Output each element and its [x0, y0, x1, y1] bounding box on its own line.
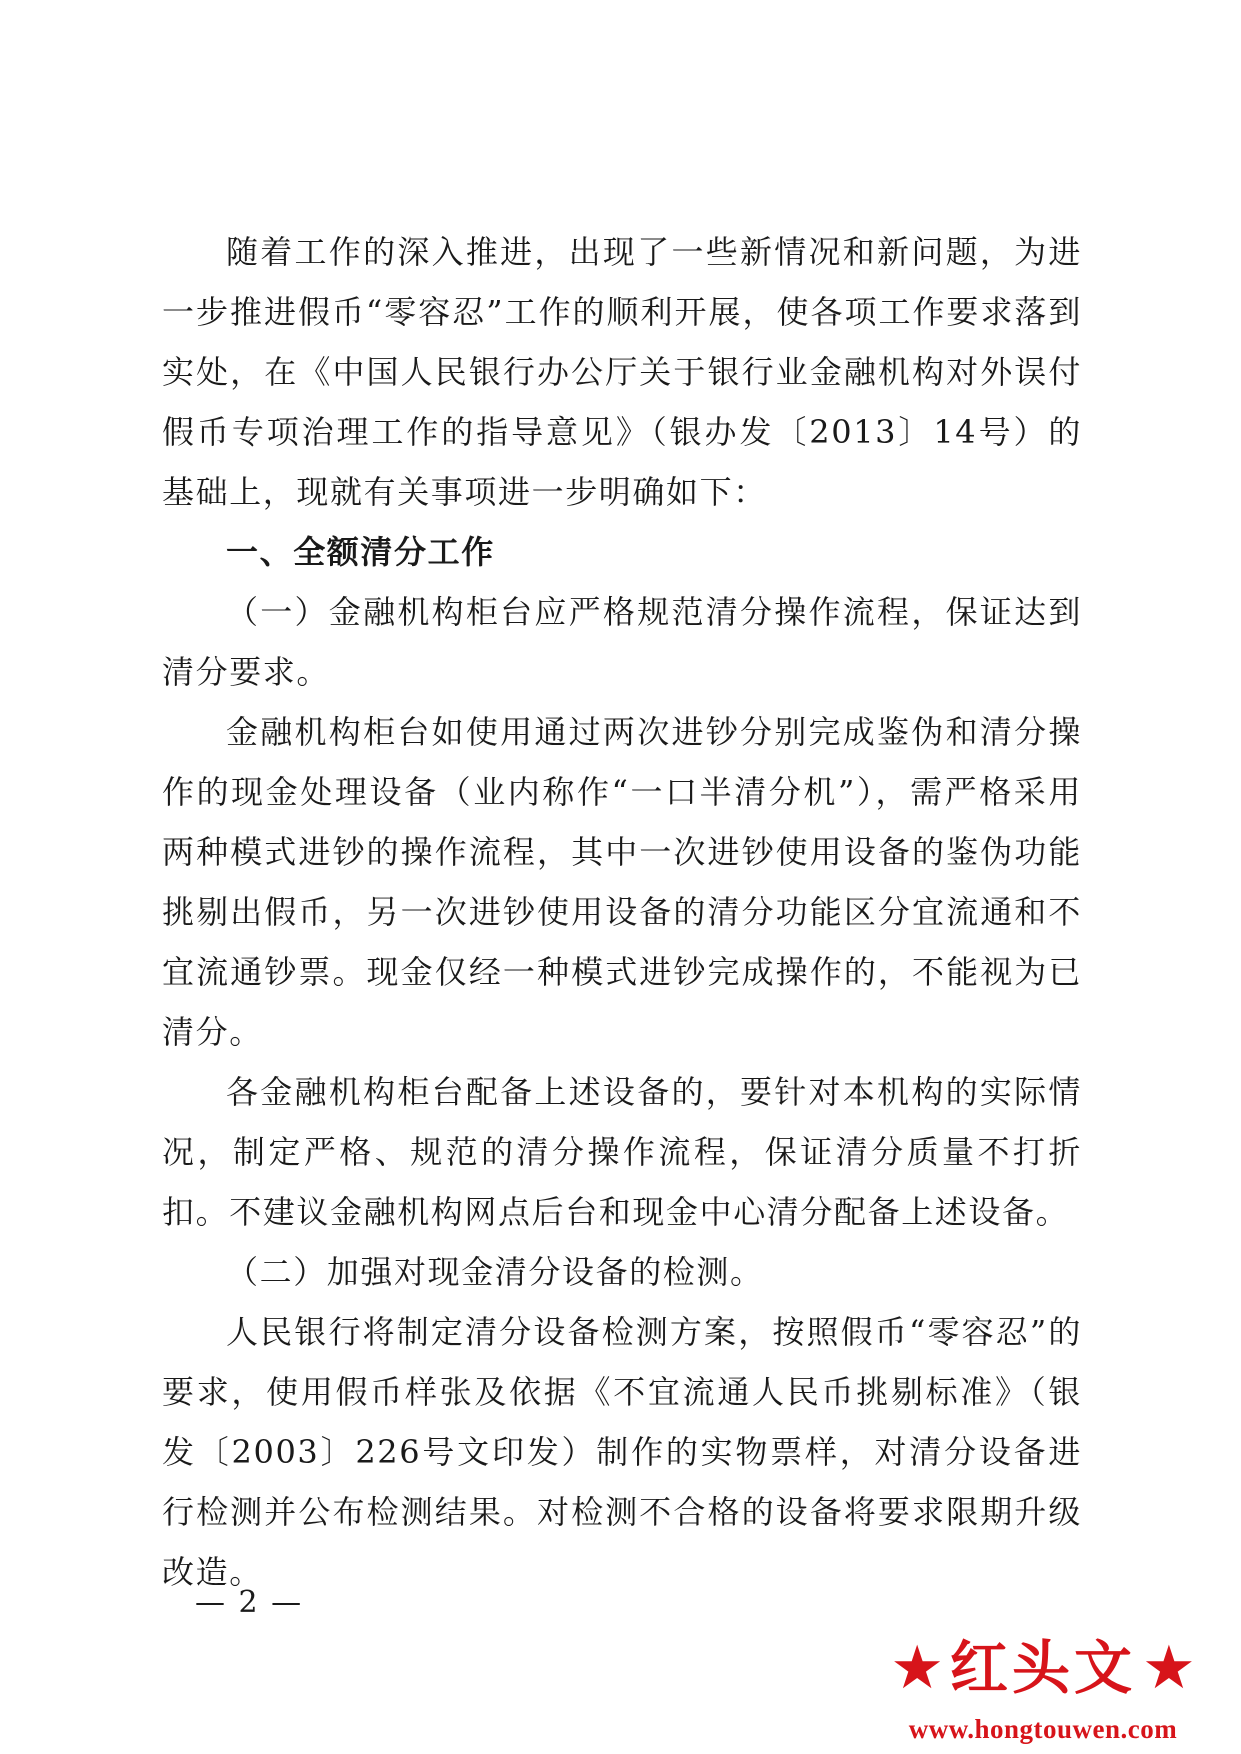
subsection-heading-1: （一）金融机构柜台应严格规范清分操作流程，保证达到清分要求。 [162, 593, 1082, 691]
watermark-title [845, 1630, 1241, 1706]
star-icon: ★ [890, 1633, 944, 1703]
document-body [162, 222, 1082, 1602]
subsection-heading-2: （二）加强对现金清分设备的检测。 [226, 1253, 764, 1291]
intro-paragraph: 随着工作的深入推进，出现了一些新情况和新问题，为进一步推进假币“零容忍”工作的顺利开展，使各项工作要求落到实处，在《中国人民银行办公厅关于银行业金融机构对外误付假币专项治理工作的指导意见》（银办发〔2013〕14号）的基础上，现就有关事项进一步明确如下： [162, 233, 1082, 511]
watermark-url: www.hongtouwen.com [908, 1714, 1178, 1744]
section-heading: 一、全额清分工作 [226, 533, 495, 571]
body-paragraph-1: 金融机构柜台如使用通过两次进钞分别完成鉴伪和清分操作的现金处理设备（业内称作“一口半清分机”），需严格采用两种模式进钞的操作流程，其中一次进钞使用设备的鉴伪功能挑剔出假币，另一次进钞使用设备的清分功能区分宜流通和不宜流通钞票。现金仅经一种模式进钞完成操作的，不能视为已清分。 [162, 713, 1082, 1051]
watermark [845, 1630, 1241, 1754]
star-icon: ★ [1142, 1633, 1196, 1703]
watermark-name: 红头文 [949, 1634, 1136, 1702]
body-paragraph-3: 人民银行将制定清分设备检测方案，按照假币“零容忍”的要求，使用假币样张及依据《不宜流通人民币挑剔标准》（银发〔2003〕226号文印发）制作的实物票样，对清分设备进行检测并公布检测结果。对检测不合格的设备将要求限期升级改造。 [162, 1313, 1082, 1591]
body-paragraph-2: 各金融机构柜台配备上述设备的，要针对本机构的实际情况，制定严格、规范的清分操作流程，保证清分质量不打折扣。不建议金融机构网点后台和现金中心清分配备上述设备。 [162, 1073, 1082, 1231]
page-number: — 2 — [195, 1585, 304, 1620]
